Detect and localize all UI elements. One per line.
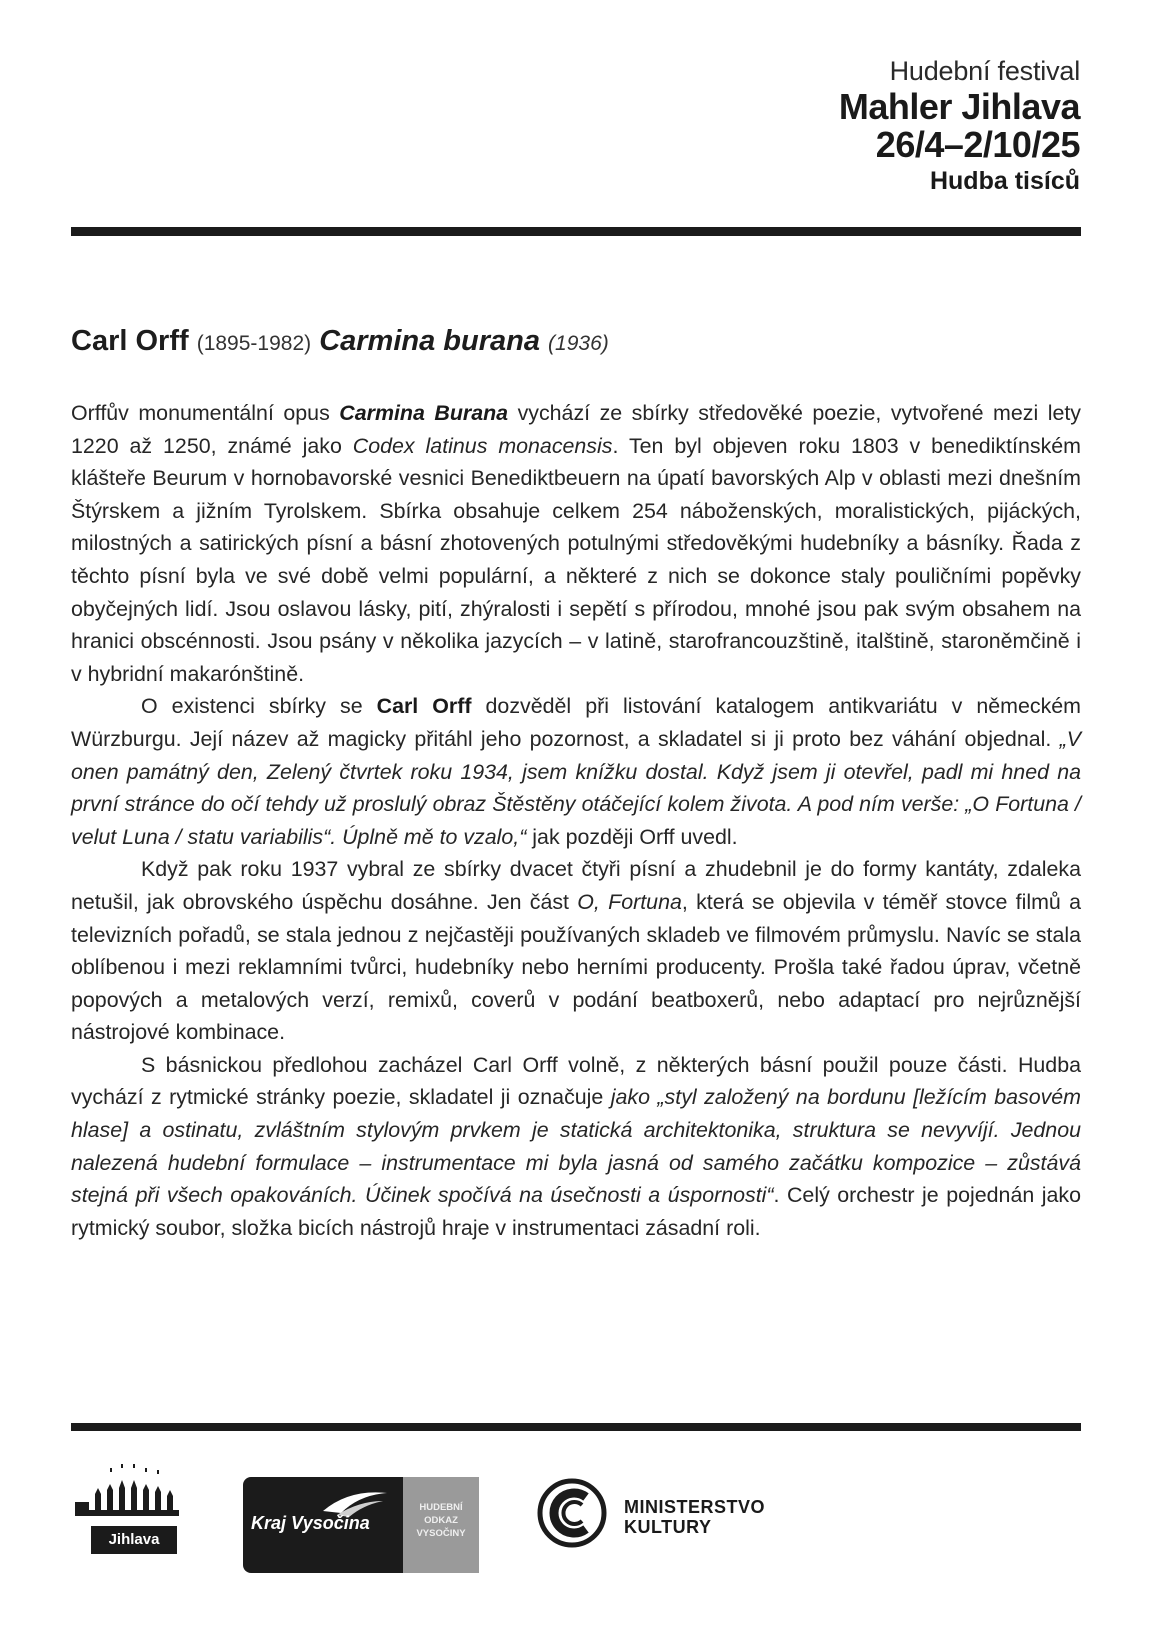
p2-composer: Carl Orff [376, 694, 472, 719]
p2-text-1: O existenci sbírky se [141, 694, 377, 719]
jihlava-skyline-icon [73, 1458, 183, 1528]
paragraph-1 [71, 397, 1081, 690]
page-title [71, 325, 609, 358]
top-divider [71, 227, 1081, 236]
festival-dates: 26/4–2/10/25 [875, 124, 1080, 165]
work-title: Carmina burana [319, 325, 540, 357]
work-year: (1936) [548, 332, 609, 355]
kraj-label: Kraj Vysočina [251, 1513, 370, 1533]
p3-text-2: , která se objevila v téměř stovce filmů a televizních pořadů, se stala jednou z nejčastěji používaných skladeb ve filmovém průmyslu. Navíc se stala oblíbenou i mezi reklamními tvůrci, hudebníky nebo herními producenty. Prošla také řadou úprav, včetně popových a metalových verzí, remixů, coverů v podání beatboxerů, nebo adaptací pro nejrůznější nástrojové kombinace. [71, 889, 1081, 1045]
kraj-vysocina-logo [243, 1477, 479, 1573]
p4-text-1: S básnickou předlohou zacházel Carl Orff volně, z některých básní použil pouze části. Hudba vychází z rytmické stránky poezie, skladatel ji označuje [71, 1052, 1081, 1110]
odkaz-line-2: ODKAZ [424, 1515, 458, 1526]
odkaz-line-3: VYSOČINY [416, 1528, 466, 1539]
festival-name: Mahler Jihlava [838, 86, 1080, 127]
ministerstvo-line-2: KULTURY [624, 1517, 712, 1537]
bottom-divider [71, 1423, 1081, 1431]
odkaz-line-1: HUDEBNÍ [419, 1502, 463, 1513]
p4-quote: jako „styl založený na bordunu [ležícím basovém hlase] a ostinatu, zvláštním stylovým prvkem je statická architektonika, struktura se nevyvíjí. Jednou nalezená hudební formulace – instrumentace mi byla jasná od samého začátku kompozice – zůstává stejná při všech opakováních. Účinek spočívá na úsečnosti a úspornosti“ [71, 1085, 1082, 1208]
composer-years: (1895-1982) [196, 332, 312, 355]
article-body [71, 397, 1081, 1244]
festival-label: Hudební festival [889, 56, 1080, 86]
p1-codex-name: Codex latinus monacensis [352, 433, 613, 458]
p2-text-3: jak později Orff uvedl. [526, 824, 738, 849]
festival-header [839, 58, 1080, 194]
p1-text-3: . Ten byl objeven roku 1803 v benediktínském klášteře Beurum v hornobavorské vesnici Benediktbeuern na úpatí bavorských Alp v oblasti mezi dnešním Štýrskem a jižním Tyrolskem. Sbírka obsahuje celkem 254 náboženských, moralistických, pijáckých, milostných a satirických písní a básní zhotovených potulnými středověkými hudebníky a básníky. Řada z těchto písní byla ve své době velmi populární, a některé z nich se dokonce staly pouličními popěvky obyčejných lidí. Jsou oslavou lásky, pití, zhýralosti i sepětí s přírodou, mnohé jsou pak svým obsahem na hranici obscénnosti. Jsou psány v několika jazycích – v latině, starofrancouzštině, italštině, staroněmčině i v hybridní makarónštině. [71, 433, 1081, 686]
composer-name: Carl Orff [71, 325, 189, 357]
p4-text-2: . Celý orchestr je pojednán jako rytmický soubor, složka bicích nástrojů hraje v instrumentaci zásadní roli. [71, 1183, 1081, 1240]
paragraph-2 [71, 690, 1081, 853]
p2-text-2: dozvěděl při listování katalogem antikvariátu v německém Würzburgu. Její název až magicky přitáhl jeho pozornost, a skladatel si ji proto bez váhání objednal. [71, 694, 1081, 751]
p1-work-title: Carmina Burana [339, 401, 509, 425]
paragraph-3 [71, 853, 1081, 1049]
ministerstvo-emblem-icon [536, 1477, 608, 1549]
jihlava-label: Jihlava [91, 1526, 177, 1554]
p1-text-2: vychází ze sbírky středověké poezie, vytvořené mezi lety 1220 až 1250, známé jako [71, 401, 1081, 458]
p3-text-1: Když pak roku 1937 vybral ze sbírky dvacet čtyři písní a zhudebnil je do formy kantáty, zdaleka netušil, jak obrovského úspěchu dosáhne. Jen část [71, 857, 1081, 914]
p3-fortuna: O, Fortuna [577, 889, 682, 914]
ministerstvo-line-1: MINISTERSTVO [624, 1497, 766, 1517]
hudebni-odkaz-box [403, 1477, 479, 1573]
paragraph-4 [71, 1049, 1081, 1245]
p2-quote: „V onen památný den, Zelený čtvrtek roku 1934, jsem knížku dostal. Když jsem ji otevřel, padl mi hned na první stránce do očí tehdy už proslulý obraz Štěstěny otáčející kolem života. A pod ním verše: „O Fortuna / velut Luna / statu variabilis“. Úplně mě to vzalo,“ [71, 726, 1081, 849]
ministerstvo-kultury-logo [536, 1477, 786, 1567]
jihlava-logo [73, 1458, 183, 1554]
p1-text-1: Orffův monumentální opus [71, 401, 340, 425]
festival-theme: Hudba tisíců [929, 167, 1080, 195]
ministerstvo-text [624, 1497, 765, 1537]
